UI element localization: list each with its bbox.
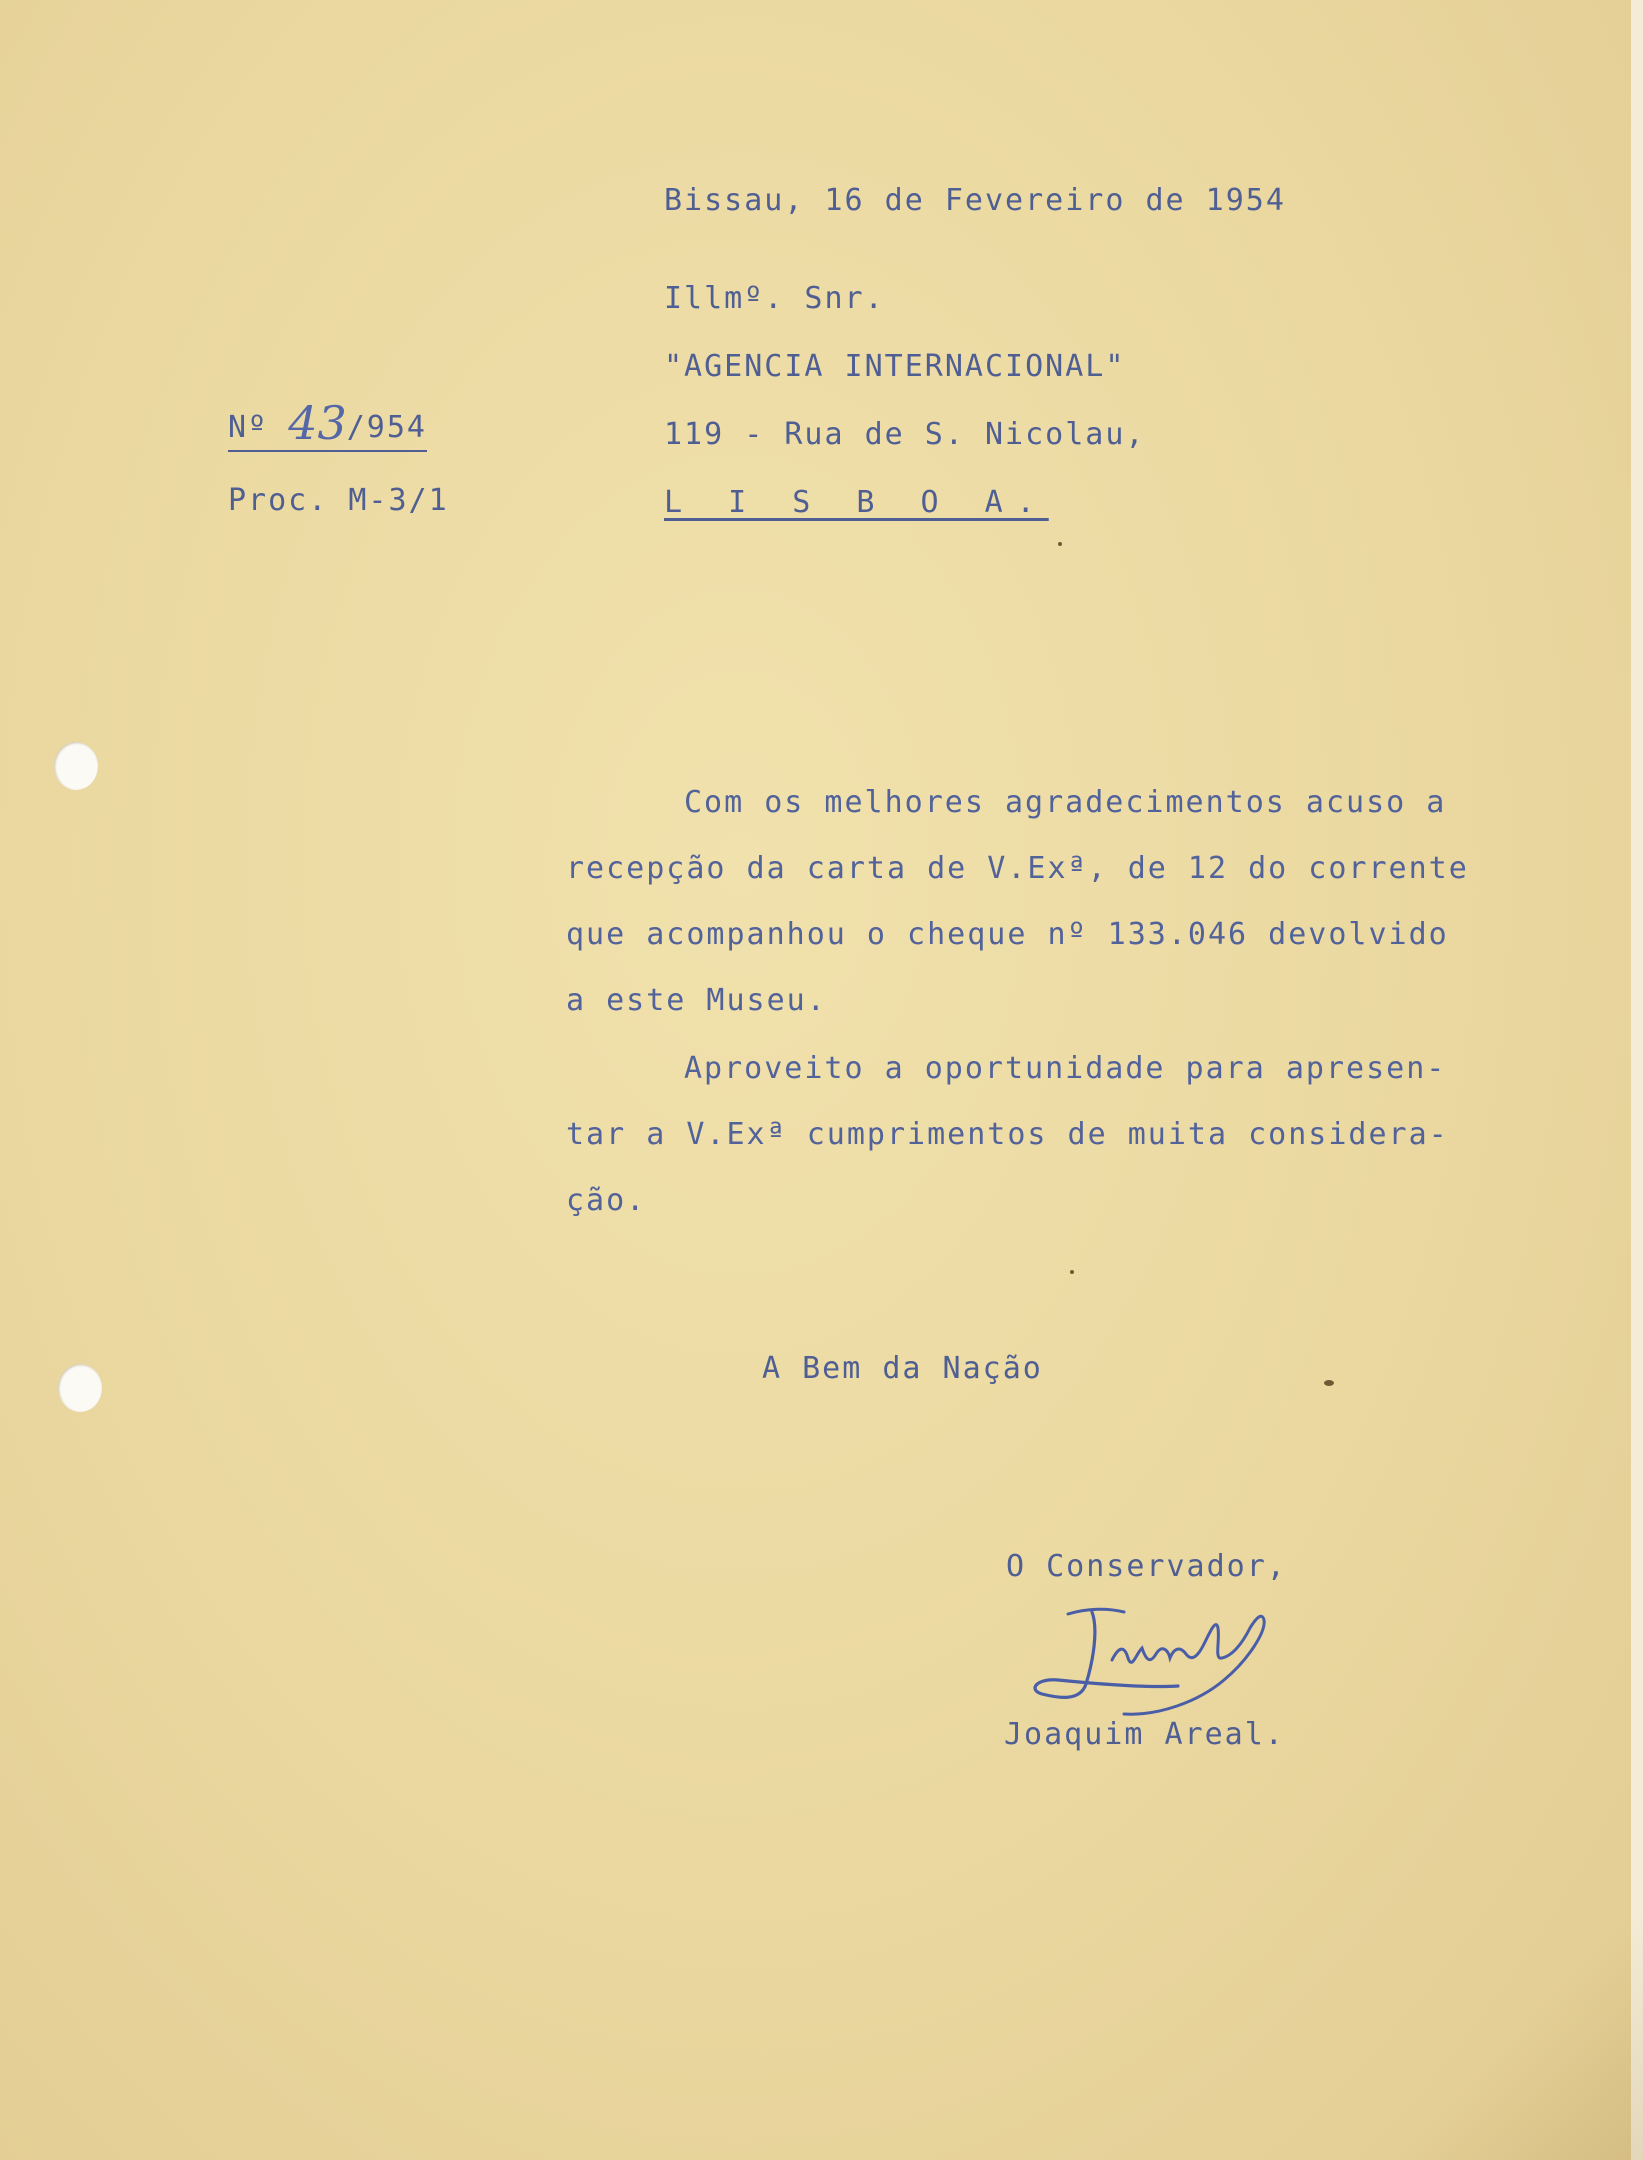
- punch-hole-top: [54, 742, 98, 790]
- process-reference: Proc. M-3/1: [228, 483, 449, 518]
- closing-formula: A Bem da Nação: [762, 1351, 1043, 1386]
- handwritten-signature: [1028, 1598, 1288, 1718]
- paper-edge: [1631, 0, 1643, 2160]
- recipient-city: L I S B O A.: [664, 485, 1049, 520]
- reference-handwritten-number: 43: [288, 396, 347, 450]
- signer-title: O Conservador,: [1006, 1549, 1287, 1584]
- recipient-street: 119 - Rua de S. Nicolau,: [664, 417, 1146, 452]
- punch-hole-bottom: [58, 1364, 102, 1412]
- signer-name: Joaquim Areal.: [1004, 1717, 1285, 1752]
- body-line: tar a V.Exª cumprimentos de muita considera-: [566, 1117, 1449, 1152]
- date-line: Bissau, 16 de Fevereiro de 1954: [664, 183, 1286, 218]
- reference-prefix: Nº: [228, 410, 269, 445]
- paper-speck: [1058, 542, 1062, 546]
- body-line: Com os melhores agradecimentos acuso a: [684, 785, 1447, 820]
- body-line: Aproveito a oportunidade para apresen-: [684, 1051, 1447, 1086]
- body-line: que acompanhou o cheque nº 133.046 devolvido: [566, 917, 1449, 952]
- body-line: ção.: [566, 1183, 647, 1218]
- paper-corner-shadow: [1383, 1840, 1643, 2160]
- reference-suffix: /954: [346, 410, 427, 445]
- reference-number: [228, 396, 427, 452]
- paper-speck: [1070, 1270, 1074, 1274]
- body-line: a este Museu.: [566, 983, 827, 1018]
- paper-speck: [1324, 1380, 1334, 1386]
- recipient-salutation: Illmº. Snr.: [664, 281, 885, 316]
- recipient-name: "AGENCIA INTERNACIONAL": [664, 349, 1126, 384]
- body-line: recepção da carta de V.Exª, de 12 do corrente: [566, 851, 1469, 886]
